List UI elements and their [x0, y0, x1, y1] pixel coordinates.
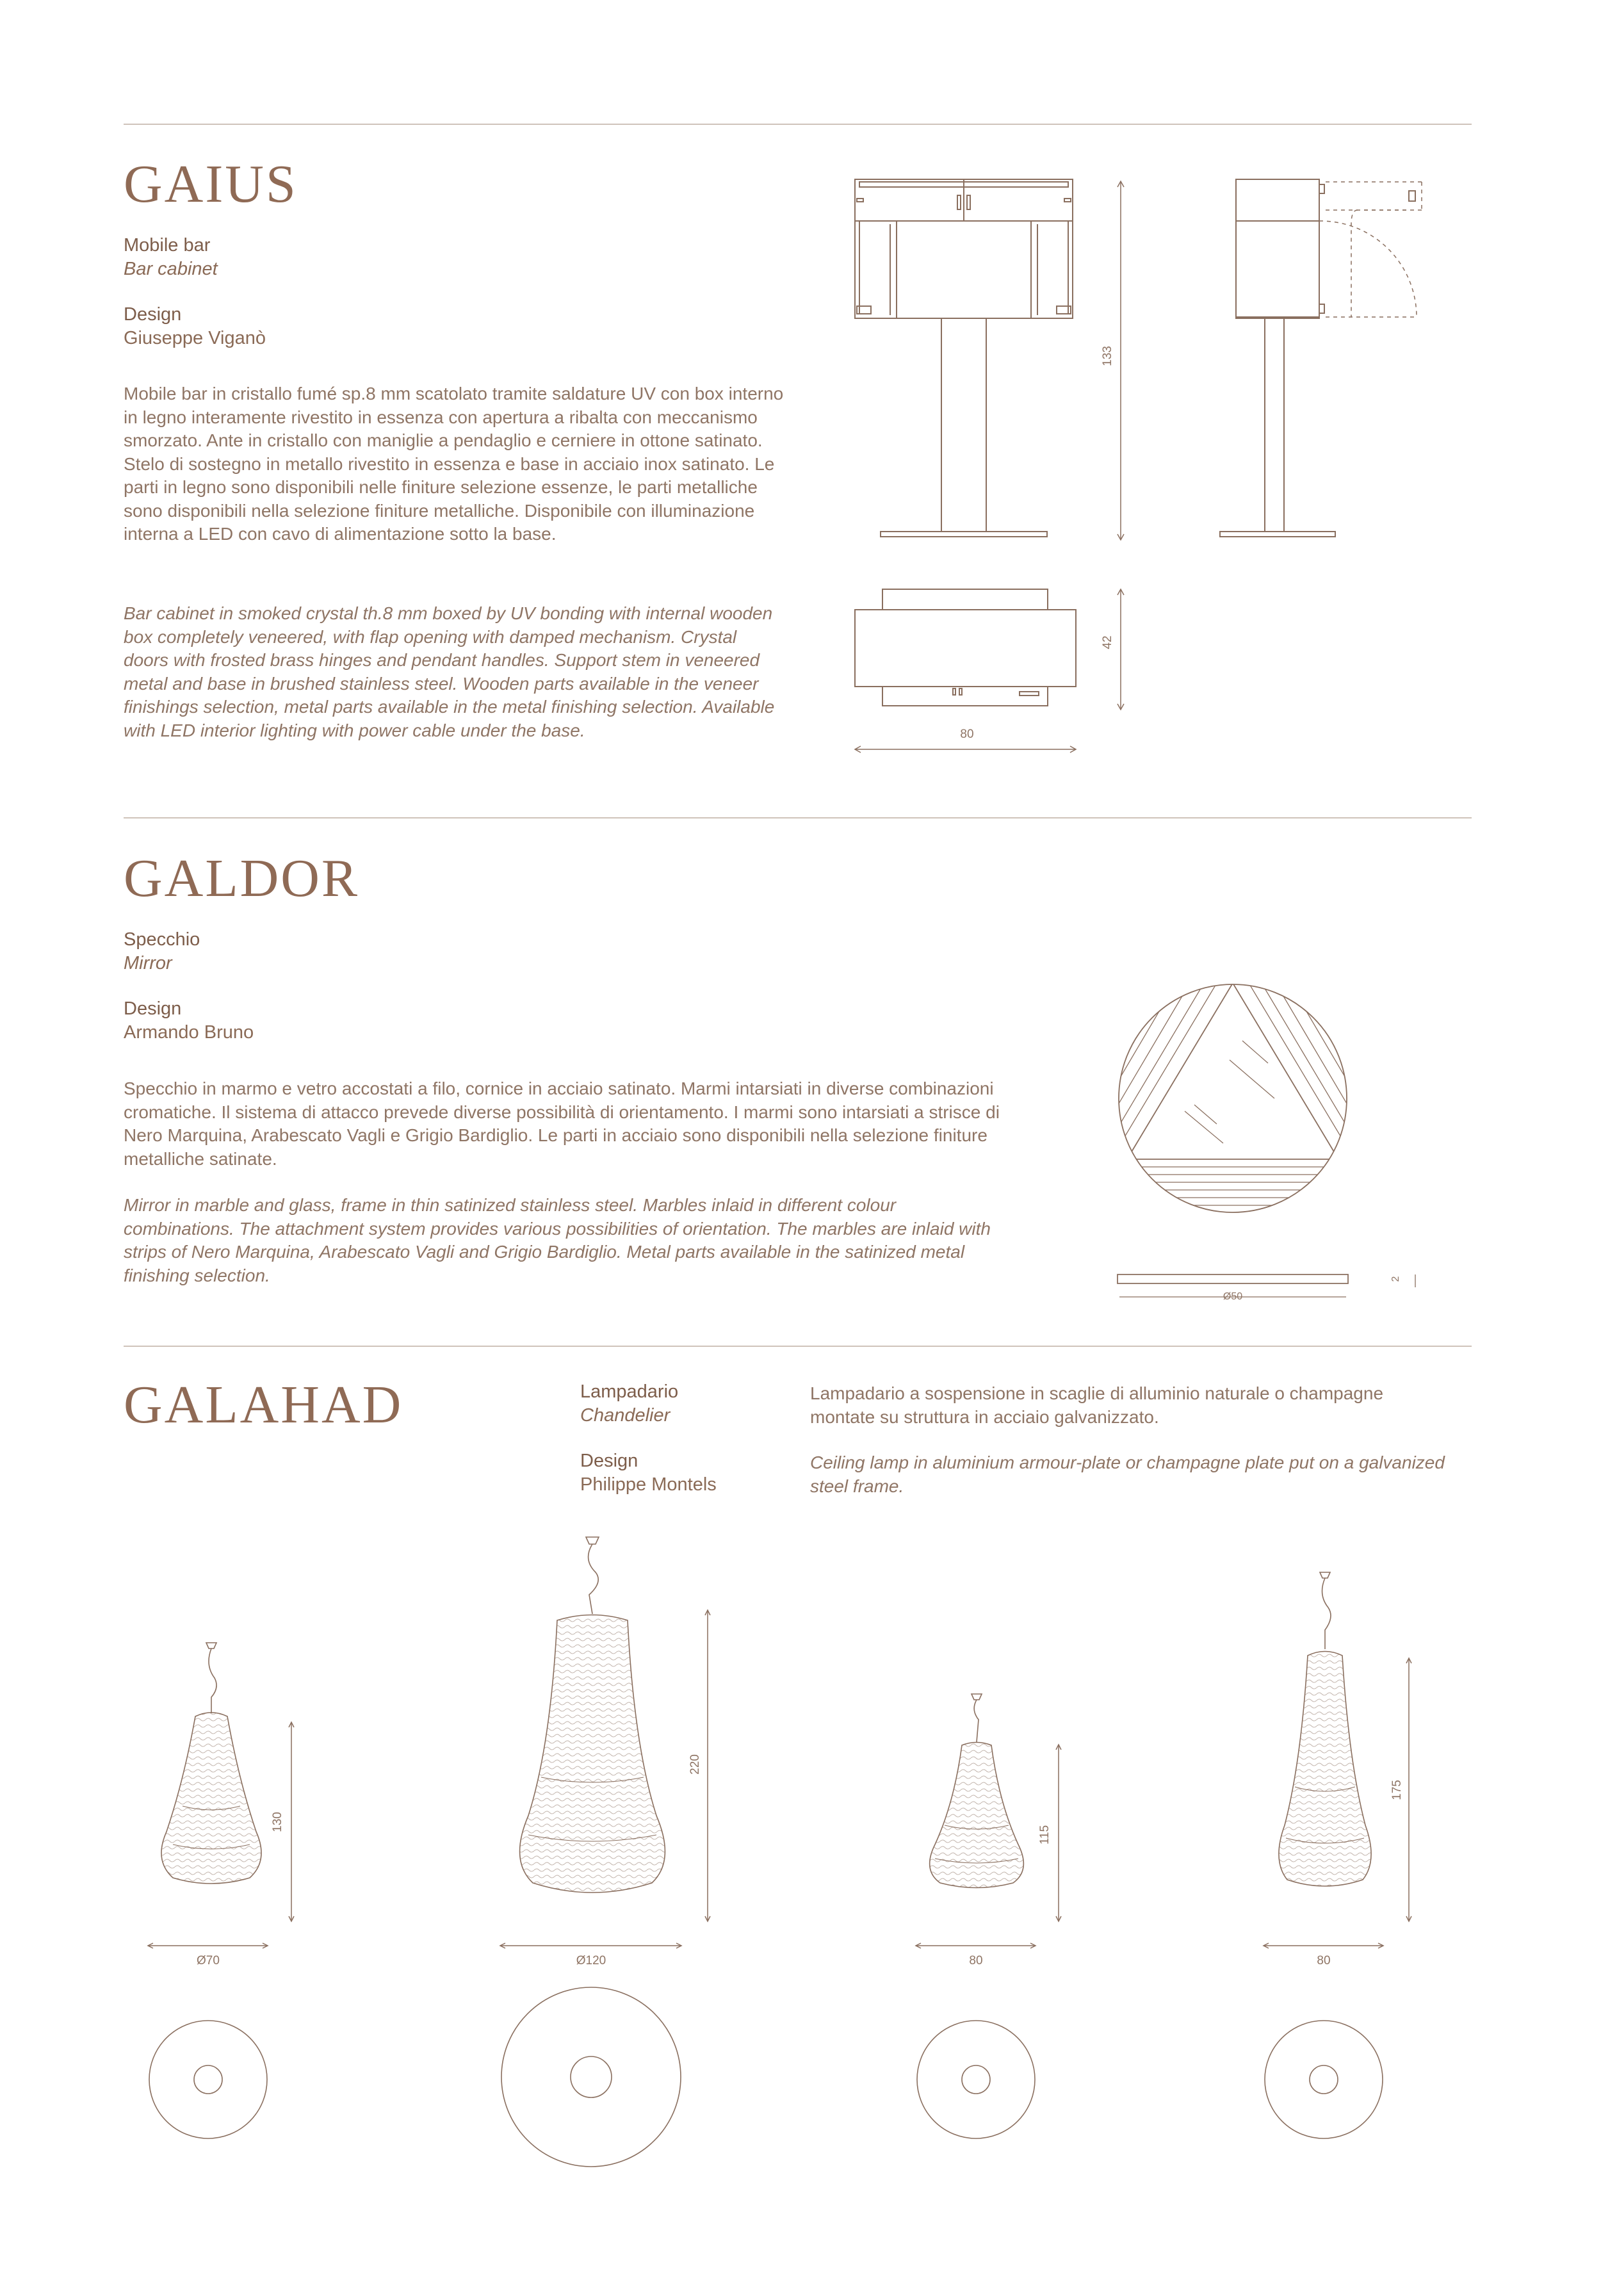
galahad-variant-1-drawing	[144, 1640, 279, 1928]
galdor-designer: Armando Bruno	[124, 1022, 254, 1043]
gaius-width-dimension	[852, 740, 1082, 759]
galdor-description-it: Specchio in marmo e vetro accostati a filo, cornice in acciaio satinato. Marmi intarsiati in diverse combinazioni cromatiche. Il sistema di attacco prevede diverse possibilità di orientamento. I marmi sono intarsiati a strisce di Nero Marquina, Arabescato Vagli e Grigio Bardiglio. Le parti in acciaio sono disponibili nella selezione finiture metalliche satinate.	[124, 1079, 1000, 1169]
galahad-type-en: Chandelier	[580, 1405, 670, 1426]
galahad-variant-1-plan	[146, 2017, 270, 2142]
galahad-designer: Philippe Montels	[580, 1474, 717, 1495]
galahad-variant-4-drawing	[1255, 1569, 1396, 1928]
galahad-variant-3-width-dimension	[914, 1939, 1038, 1952]
galdor-type-en: Mirror	[124, 953, 172, 973]
gaius-design-label: Design	[124, 304, 182, 325]
galdor-description-en: Mirror in marble and glass, frame in thin satinized stainless steel. Marbles inlaid in different colour combinations. The attachment system provides various possibilities of orientation. The marbles are inlaid with strips of Nero Marquina, Arabescato Vagli and Grigio Bardiglio. Metal parts available in the satinized metal finishing selection.	[124, 1195, 991, 1285]
galahad-title: GALAHAD	[124, 1375, 403, 1435]
galahad-variant-2-plan	[498, 1984, 684, 2170]
galahad-variant-1-height-label: 130	[271, 1812, 284, 1832]
galahad-description-it: Lampadario a sospensione in scaglie di alluminio naturale o champagne montate su struttura in acciaio galvanizzato.	[810, 1383, 1384, 1427]
gaius-type	[124, 234, 218, 281]
galahad-variant-1-width-label: Ø70	[197, 1954, 220, 1967]
galdor-type	[124, 928, 200, 975]
galdor-title: GALDOR	[124, 849, 359, 908]
gaius-side-drawing	[1217, 173, 1434, 544]
galdor-design	[124, 997, 254, 1045]
galahad-type	[580, 1380, 678, 1428]
galahad-variant-4-plan	[1262, 2017, 1386, 2142]
galdor-mirror-drawing	[1114, 980, 1351, 1217]
galahad-design	[580, 1449, 717, 1497]
galahad-variant-2-width-label: Ø120	[576, 1954, 606, 1967]
galahad-variant-4-height-label: 175	[1390, 1780, 1404, 1800]
galahad-type-it: Lampadario	[580, 1381, 679, 1402]
galdor-thickness-dimension	[1412, 1273, 1418, 1289]
galahad-variant-4-height-dimension	[1402, 1656, 1415, 1925]
gaius-title: GAIUS	[124, 154, 298, 214]
gaius-front-drawing	[852, 173, 1082, 544]
gaius-design	[124, 303, 266, 350]
galahad-variant-4-width-dimension	[1262, 1939, 1386, 1952]
galahad-variant-3-height-label: 115	[1038, 1825, 1052, 1845]
galdor-type-it: Specchio	[124, 929, 200, 950]
galahad-variant-2-height-dimension	[701, 1608, 714, 1925]
gaius-height-label: 133	[1101, 346, 1114, 366]
divider-galahad	[124, 1346, 1472, 1347]
galahad-design-label: Design	[580, 1451, 638, 1471]
gaius-depth-label: 42	[1101, 635, 1114, 649]
gaius-type-en: Bar cabinet	[124, 259, 218, 279]
galahad-variant-3-drawing	[909, 1691, 1044, 1928]
gaius-type-it: Mobile bar	[124, 235, 211, 256]
galahad-variant-2-drawing	[493, 1534, 692, 1928]
galahad-variant-2-height-label: 220	[688, 1754, 702, 1775]
galahad-variant-2-width-dimension	[498, 1939, 684, 1952]
gaius-description-it: Mobile bar in cristallo fumé sp.8 mm scatolato tramite saldature UV con box interno in legno interamente rivestito in essenza con apertura a ribalta con meccanismo smorzato. Ante in cristallo con maniglie a pendaglio e cerniere in ottone satinato. Stelo di sostegno in metallo rivestito in essenza e base in acciaio inox satinato. Le parti in legno sono disponibili nelle finiture selezione essenze, le parti metalliche sono disponibili nella selezione finiture metalliche. Disponibile con illuminazione interna a LED con cavo di alimentazione sotto la base.	[124, 384, 784, 544]
gaius-plan-drawing	[852, 586, 1082, 714]
divider-galdor	[124, 817, 1472, 818]
gaius-width-label: 80	[960, 728, 974, 741]
galdor-design-label: Design	[124, 998, 182, 1019]
galahad-variant-1-height-dimension	[285, 1720, 298, 1925]
galahad-variant-3-plan	[914, 2017, 1038, 2142]
galahad-variant-3-height-dimension	[1052, 1742, 1065, 1925]
galdor-diameter-label: Ø50	[1223, 1291, 1243, 1302]
galdor-thickness-label: 2	[1390, 1276, 1401, 1282]
galahad-variant-1-width-dimension	[146, 1939, 270, 1952]
galahad-description-en: Ceiling lamp in aluminium armour-plate or champagne plate put on a galvanized steel frame.	[810, 1453, 1445, 1496]
galdor-side-drawing	[1114, 1271, 1351, 1310]
galahad-variant-3-width-label: 80	[969, 1954, 983, 1967]
gaius-description-en: Bar cabinet in smoked crystal th.8 mm boxed by UV bonding with internal wooden box completely veneered, with flap opening with damped mechanism. Crystal doors with frosted brass hinges and pendant handles. Support stem in veneered metal and base in brushed stainless steel. Wooden parts available in the veneer finishings selection, metal parts available in the metal finishing selection. Available with LED interior lighting with power cable under the base.	[124, 603, 775, 740]
gaius-designer: Giuseppe Viganò	[124, 328, 266, 348]
top-divider	[124, 124, 1472, 125]
galahad-variant-4-width-label: 80	[1317, 1954, 1331, 1967]
